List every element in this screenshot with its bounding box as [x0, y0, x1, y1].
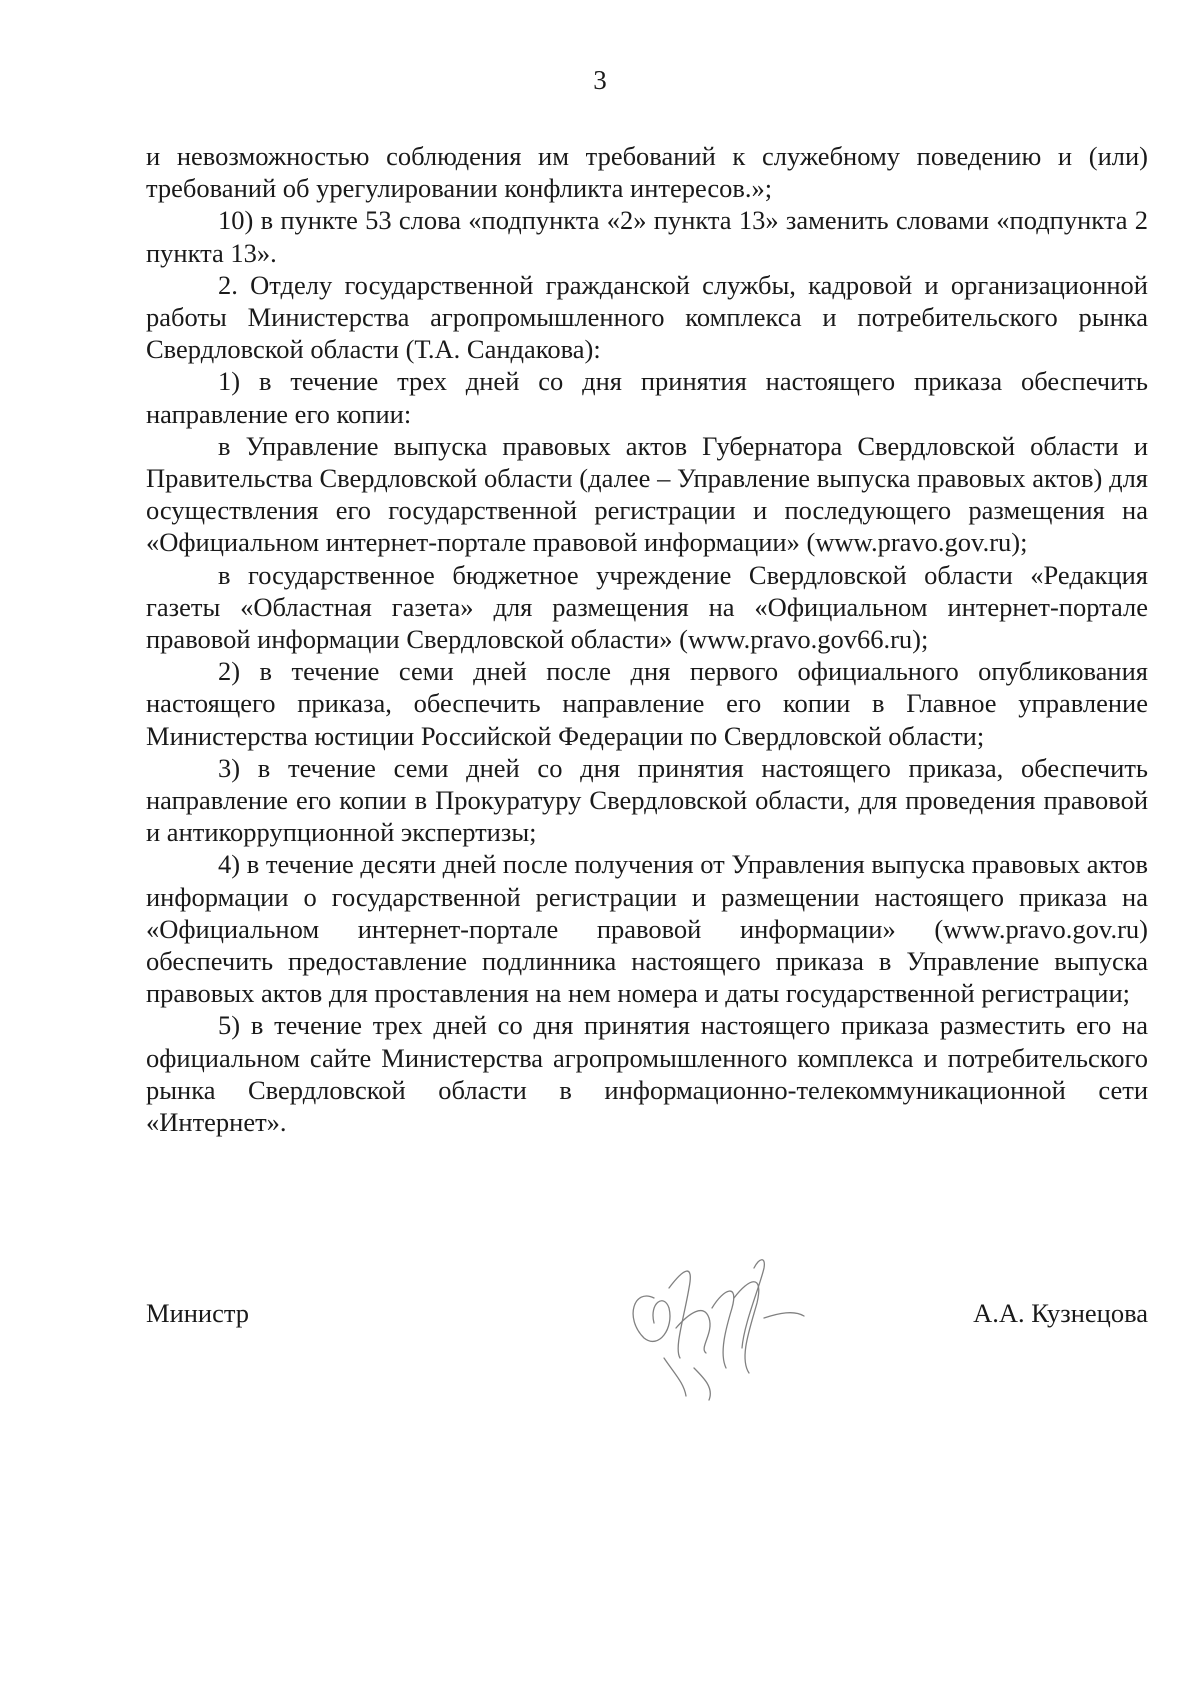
paragraph: 4) в течение десяти дней после получения от Управления выпуска правовых актов информации о государственной регистрации и размещении настоящего приказа на «Официальном интернет-портале правовой информации» (www.pravo.gov.ru) обеспечить предоставление подлинника настоящего приказа в Управление выпуска правовых актов для проставления на нем номера и даты государственной регистрации; [146, 849, 1148, 1009]
paragraph: и невозможностью соблюдения им требований к служебному поведению и (или) требований об урегулировании конфликта интересов.»; [146, 141, 1148, 204]
paragraph: 2) в течение семи дней после дня первого официального опубликования настоящего приказа, обеспечить направление его копии в Главное управление Министерства юстиции Российской Федерации по Свердловской области; [146, 656, 1148, 751]
paragraph: 3) в течение семи дней со дня принятия настоящего приказа, обеспечить направление его копии в Прокуратуру Свердловской области, для проведения правовой и антикоррупционной экспертизы; [146, 752, 1148, 848]
paragraph: 5) в течение трех дней со дня принятия настоящего приказа разместить его на официальном сайте Министерства агропромышленного комплекса и потребительского рынка Свердловской области в информационно-телекоммуникационной сети «Интернет». [146, 1010, 1148, 1138]
signatory-name: А.А. Кузнецова [973, 1298, 1148, 1328]
paragraph: 10) в пункте 53 слова «подпункта «2» пункта 13» заменить словами «подпункта 2 пункта 13». [146, 205, 1148, 268]
paragraph: 1) в течение трех дней со дня принятия настоящего приказа обеспечить направление его копии: [146, 366, 1148, 429]
paragraph: в государственное бюджетное учреждение Свердловской области «Редакция газеты «Областная газета» для размещения на «Официальном интернет-портале правовой информации Свердловской области» (www.pravo.gov66.ru); [146, 559, 1148, 655]
page-number: 3 [593, 65, 607, 95]
signature-block [146, 1297, 1148, 1337]
paragraph: 2. Отделу государственной гражданской службы, кадровой и организационной работы Министерства агропромышленного комплекса и потребительского рынка Свердловской области (Т.А. Сандакова): [146, 269, 1148, 365]
paragraph: в Управление выпуска правовых актов Губернатора Свердловской области и Правительства Свердловской области (далее – Управление выпуска правовых актов) для осуществления его государственной регистрации и последующего размещения на «Официальном интернет-портале правовой информации» (www.pravo.gov.ru); [146, 430, 1148, 558]
document-body [146, 140, 1148, 1138]
signatory-role: Министр [146, 1298, 250, 1328]
